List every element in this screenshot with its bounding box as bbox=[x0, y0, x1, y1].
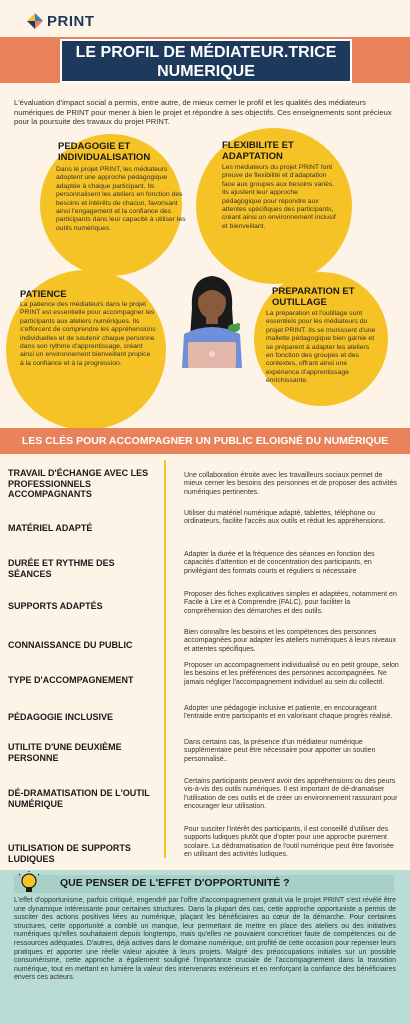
key-label: CONNAISSANCE DU PUBLIC bbox=[8, 640, 133, 650]
key-text: Adapter la durée et la fréquence des séances en fonction des capacités d'attention et de concentration des participants, en privilégiant des formats courts et réguliers si nécessaire bbox=[184, 551, 375, 575]
quality-text-preparation: La préparation et l'outillage sont essentiels pour les médiateurs du projet PRINT. Ils se munissent d'une mallette pédagogique bien garnie et se préparent à adapter les ateliers en fonction des groupes et des contextes, offrant ainsi une expérience d'apprentissage enrichissante. bbox=[266, 310, 376, 385]
print-logo bbox=[26, 12, 95, 30]
key-text: Proposer des fiches explicatives simples et adaptées, notamment en Facile à Lire et à Comprendre (FALC), pour faciliter la compréhension des démarches et des outils. bbox=[184, 591, 397, 615]
key-text: Dans certains cas, la présence d'un médiateur numérique supplémentaire peut être nécessaire pour apporter un soutien personnalisé.. bbox=[184, 739, 376, 763]
key-text: Bien connaître les besoins et les compétences des personnes accompagnées pour adapter les ateliers numériques à leurs niveaux et attentes spécifiques. bbox=[184, 629, 397, 653]
key-text: Proposer un accompagnement individualisé ou en petit groupe, selon les besoins et les préférences des personnes accompagnées. Ne jamais négliger l'accompagnement individuel au sein du collectif. bbox=[184, 662, 399, 686]
keys-heading: LES CLÉS POUR ACCOMPAGNER UN PUBLIC ELOIGNÉ DU NUMÉRIQUE bbox=[0, 428, 410, 454]
key-label: DURÉE ET RYTHME DES SÉANCES bbox=[8, 558, 115, 579]
key-text: Pour susciter l'intérêt des participants, il est conseillé d'utiliser des supports ludiques plutôt que d'opter pour une approche purement scolaire. La dédramatisation de l'outil numérique peut être favorisée en utilisant des activités ludiques. bbox=[184, 826, 394, 858]
effect-paragraph: L'effet d'opportunisme, parfois critiqué, engendré par l'offre d'accompagnement gratuit via le projet PRINT s'est révélé être une dynamique intéressante pour certaines structures. Dans la plupart des cas, cette approche opportuniste a permis de susciter des actions positives liées au numérique, plaçant les bénéficiaires au cœur de la démarche. Pour certaines structures, cette opportunité a comblé un manque, leur permettant de mettre en place des ateliers ou des initiatives numériques qu'elles souhaitaient depuis longtemps, mais qu'elles ne pouvaient concrétiser faute de compétences ou de ressources adéquates. D'autres, déjà actives dans le domaine numérique, ont profité de cette occasion pour repenser leurs pratiques et apporter une réelle valeur ajoutée à leurs projets. Malgré des préoccupations initiales sur un possible consumérisme, cette approche a également souligné l'importance cruciale de l'accompagnement dans la transition numérique, tout en mettant en lumière la valeur des intervenants extérieurs et en renforçant la confiance des bénéficiaires envers ces acteurs. bbox=[14, 897, 396, 982]
key-label: UTILITE D'UNE DEUXIÈME PERSONNE bbox=[8, 742, 122, 763]
key-label: SUPPORTS ADAPTÉS bbox=[8, 601, 103, 611]
key-text: Utiliser du matériel numérique adapté, tablettes, téléphone ou ordinateurs, facilite l'accès aux outils et réduit les appréhensions. bbox=[184, 510, 386, 526]
page-title-line2: NUMERIQUE bbox=[157, 63, 255, 80]
key-text: Une collaboration étroite avec les travailleurs sociaux permet de mieux cerner les besoins des personnes et de proposer des activités numériques pertinentes. bbox=[184, 472, 397, 496]
key-text: Certains participants peuvent avoir des appréhensions ou des peurs vis-à-vis des outils numériques. Il est important de dé-dramatiser l'utilisation de ces outils et de créer un environnement rassurant pour encourager leur utilisation. bbox=[184, 778, 398, 810]
key-label: TRAVAIL D'ÉCHANGE AVEC LES PROFESSIONNELS ACCOMPAGNANTS bbox=[8, 468, 149, 499]
intro-paragraph: L'évaluation d'impact social a permis, entre autre, de mieux cerner le profil et les qualités des médiateurs numériques de PRINT pour mener à bien le projet et répondre à ses objectifs. Ces enseignements sont précieux pour la poursuite des travaux du projet PRINT. bbox=[14, 98, 392, 127]
quality-text-patience: La patience des médiateurs dans le projet PRINT est essentielle pour accompagner les participants aux ateliers numériques. Ils s'efforcent de comprendre les appréhensions individuelles et de soutenir chaque personne dans son rythme d'apprentissage, créant ainsi un environnement bienveillant propice à la confiance et à la progression. bbox=[20, 301, 156, 367]
key-label: DÉ-DRAMATISATION DE L'OUTIL NUMÉRIQUE bbox=[8, 788, 150, 809]
effect-title: QUE PENSER DE L'EFFET D'OPPORTUNITÉ ? bbox=[60, 877, 290, 889]
quality-title-pedagogie: PEDAGOGIE ET INDIVIDUALISATION bbox=[58, 141, 151, 163]
print-logo-icon bbox=[26, 12, 44, 30]
key-label: PÉDAGOGIE INCLUSIVE bbox=[8, 712, 114, 722]
key-label: MATÉRIEL ADAPTÉ bbox=[8, 523, 93, 533]
page-title bbox=[60, 39, 352, 83]
key-label: TYPE D'ACCOMPAGNEMENT bbox=[8, 675, 134, 685]
quality-title-preparation: PREPARATION ET OUTILLAGE bbox=[272, 286, 355, 308]
key-label: UTILISATION DE SUPPORTS LUDIQUES bbox=[8, 843, 131, 864]
print-logo-text: PRINT bbox=[47, 12, 95, 30]
keys-divider bbox=[164, 460, 166, 858]
quality-text-flexibilite: Les médiateurs du projet PRINT font preuve de flexibilité et d'adaptation face aux groupes aux besoins variés. Ils ajustent leur approche pédagogique pour répondre aux attentes spécifiques des participants, créant ainsi un environnement inclusif et bienveillant. bbox=[222, 164, 336, 230]
quality-title-patience: PATIENCE bbox=[20, 289, 67, 300]
lightbulb-icon bbox=[18, 871, 40, 897]
mediator-illustration bbox=[172, 268, 252, 368]
quality-text-pedagogie: Dans le projet PRINT, les médiateurs adoptent une approche pédagogique adaptée à chaque participant. Ils personnalisent les ateliers en fonction des besoins et intérêts de chacun, favorisant ainsi l'engagement et la confiance des participants dans leur capacité à utiliser les outils numériques. bbox=[56, 166, 186, 232]
quality-title-flexibilite: FLEXIBILITE ET ADAPTATION bbox=[222, 140, 294, 162]
key-text: Adopter une pédagogie inclusive et patiente, en encourageant l'entraide entre participants et en valorisant chaque progrès réalisé. bbox=[184, 705, 393, 721]
page-title-line1: LE PROFIL DE MÉDIATEUR.TRICE bbox=[75, 44, 337, 61]
